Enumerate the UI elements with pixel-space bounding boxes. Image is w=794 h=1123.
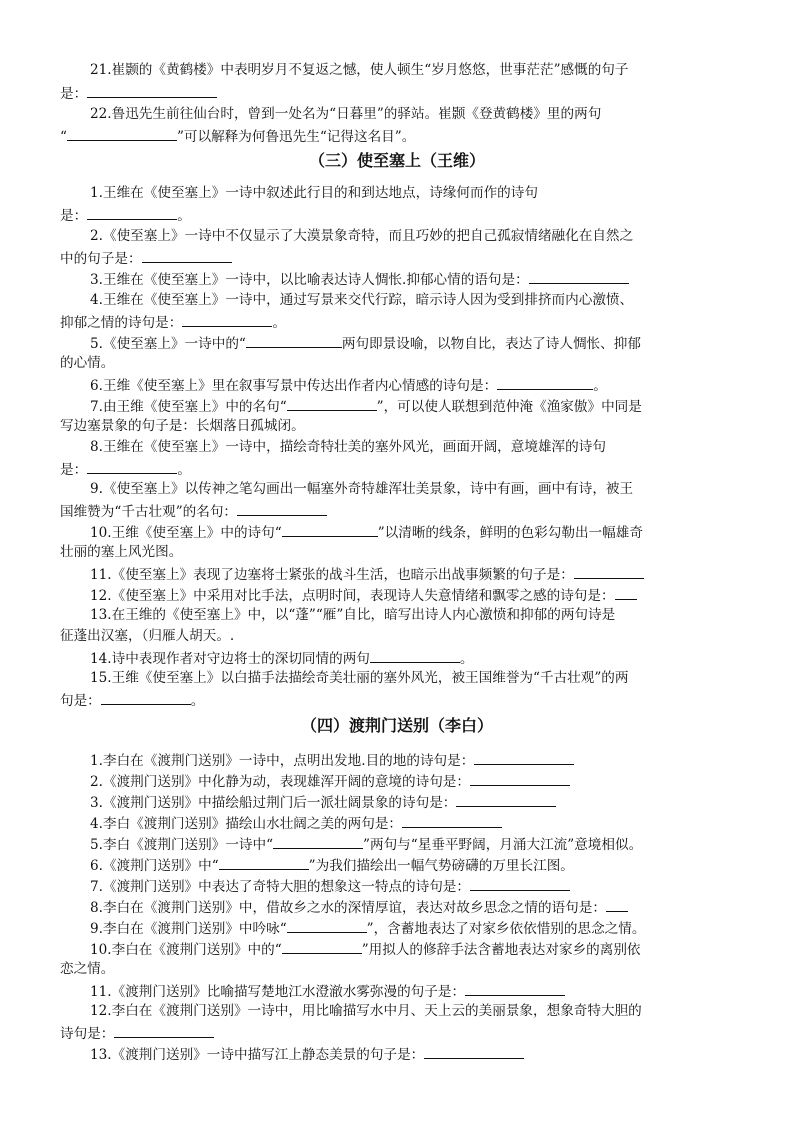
answer-blank[interactable]	[282, 939, 362, 954]
answer-blank[interactable]	[474, 750, 574, 765]
s3-question-10: 10.王维《使至塞上》中的诗句“ ”以清晰的线条，鲜明的色彩勾勒出一幅雄奇	[90, 522, 736, 543]
s3-question-13: 13.在王维的《使至塞上》中，以“蓬”“雁”自比，暗写出诗人内心激愤和抑郁的两句诗是	[90, 607, 616, 623]
s4-question-9: 9.李白在《渡荆门送别》中吟咏“ ”，含蓄地表达了对家乡依依惜别的思念之情。	[90, 918, 736, 939]
s4-question-13: 13.《渡荆门送别》一诗中描写江上静态美景的句子是：	[90, 1044, 736, 1065]
s3-question-1: 1.王维在《使至塞上》一诗中叙述此行目的和到达地点，诗缘何而作的诗句	[90, 185, 538, 201]
s4-question-12-answer: 诗句是：	[60, 1023, 736, 1044]
s3-question-12: 12.《使至塞上》中采用对比手法，点明时间，表现诗人失意情绪和飘零之感的诗句是：	[90, 585, 736, 606]
question-21-answer: 是：	[60, 83, 736, 104]
answer-blank[interactable]	[497, 375, 593, 390]
s3-question-3: 3.王维在《使至塞上》一诗中，以比喻表达诗人惆怅.抑郁心情的语句是：	[90, 269, 736, 290]
s3-question-6: 6.王维《使至塞上》里在叙事写景中传达出作者内心情感的诗句是： 。	[90, 375, 736, 396]
section-3-heading: （三）使至塞上（王维）	[308, 151, 485, 170]
answer-blank[interactable]	[67, 126, 177, 141]
s3-question-8: 8.王维在《使至塞上》一诗中，描绘奇特壮美的塞外风光，画面开阔，意境雄浑的诗句	[90, 439, 606, 455]
s3-question-13-cont: 征蓬出汉塞，（归雁人胡天。.	[60, 628, 235, 644]
answer-blank[interactable]	[615, 585, 637, 600]
s3-question-11: 11.《使至塞上》表现了边塞将士紧张的战斗生活，也暗示出战事频繁的句子是：	[90, 564, 736, 585]
answer-blank[interactable]	[424, 1044, 524, 1059]
question-22: 22.鲁迅先生前往仙台时，曾到一处名为“日暮里”的驿站。崔颢《登黄鹤楼》里的两句	[90, 106, 602, 122]
s4-question-7: 7.《渡荆门送别》中表达了奇特大胆的想象这一特点的诗句是：	[90, 876, 736, 897]
answer-blank[interactable]	[470, 876, 570, 891]
s3-question-7: 7.由王维《使至塞上》中的名句“ ”，可以使人联想到范仲淹《渔家傲》中同是	[90, 396, 736, 417]
s3-question-7-cont: 写边塞景象的句子是：长烟落日孤城闭。	[60, 418, 305, 434]
s3-question-5: 5.《使至塞上》一诗中的“ 两句即景设喻，以物自比，表达了诗人惆怅、抑郁	[90, 333, 736, 354]
s4-question-8: 8.李白在《渡荆门送别》中，借故乡之水的深情厚谊，表达对故乡思念之情的语句是：	[90, 897, 736, 918]
answer-blank[interactable]	[219, 855, 309, 870]
s4-question-10: 10.李白在《渡荆门送别》中的“ ”用拟人的修辞手法含蓄地表达对家乡的离别依	[90, 939, 736, 960]
s3-question-1-answer: 是： 。	[60, 205, 736, 226]
s3-question-15-answer: 句是： 。	[60, 690, 736, 711]
answer-blank[interactable]	[574, 564, 644, 579]
s4-question-1: 1.李白在《渡荆门送别》一诗中，点明出发地.目的地的诗句是：	[90, 750, 736, 771]
s4-question-11: 11.《渡荆门送别》比喻描写楚地江水澄澈水雾弥漫的句子是：	[90, 981, 736, 1002]
answer-blank[interactable]	[282, 522, 378, 537]
answer-blank[interactable]	[87, 459, 177, 474]
answer-blank[interactable]	[370, 648, 460, 663]
answer-blank[interactable]	[529, 269, 629, 284]
answer-blank[interactable]	[287, 918, 367, 933]
s3-question-9: 9.《使至塞上》以传神之笔勾画出一幅塞外奇特雄浑壮美景象，诗中有画，画中有诗，被王	[90, 481, 634, 497]
question-21: 21.崔颢的《黄鹤楼》中表明岁月不复返之憾，使人顿生“岁月悠悠，世事茫茫”感慨的句子	[90, 62, 629, 78]
section-4-heading: （四）渡荆门送别（李白）	[300, 716, 493, 735]
s4-question-2: 2.《渡荆门送别》中化静为动，表现雄浑开阔的意境的诗句是：	[90, 771, 736, 792]
answer-blank[interactable]	[402, 813, 502, 828]
answer-blank[interactable]	[246, 333, 342, 348]
s3-question-15: 15.王维《使至塞上》以白描手法描绘奇美壮丽的塞外风光，被王国维誉为“千古壮观”的两	[90, 670, 629, 686]
answer-blank[interactable]	[87, 205, 177, 220]
s3-question-9-answer: 国维赞为“千古壮观”的名句：	[60, 501, 736, 522]
answer-blank[interactable]	[182, 312, 272, 327]
answer-blank[interactable]	[606, 897, 628, 912]
question-22-cont: “ ”可以解释为何鲁迅先生“记得这名目”。	[60, 126, 736, 147]
s3-question-10-cont: 壮丽的塞上风光图。	[60, 544, 183, 560]
answer-blank[interactable]	[237, 501, 327, 516]
answer-blank[interactable]	[273, 834, 363, 849]
answer-blank[interactable]	[101, 690, 191, 705]
s4-question-10-cont: 恋之情。	[60, 961, 115, 977]
s4-question-4: 4.李白《渡荆门送别》描绘山水壮阔之美的两句是：	[90, 813, 736, 834]
s3-question-2-answer: 中的句子是：	[60, 248, 736, 269]
s3-question-14: 14.诗中表现作者对守边将士的深切同情的两句 。	[90, 648, 736, 669]
s4-question-12: 12.李白在《渡荆门送别》一诗中，用比喻描写水中月、天上云的美丽景象，想象奇特大胆的	[90, 1003, 642, 1019]
answer-blank[interactable]	[287, 396, 377, 411]
s3-question-4-answer: 抑郁之情的诗句是： 。	[60, 312, 736, 333]
answer-blank[interactable]	[87, 83, 217, 98]
s3-question-2: 2.《使至塞上》一诗中不仅显示了大漠景象奇特，而且巧妙的把自己孤寂情绪融化在自然之	[90, 228, 634, 244]
answer-blank[interactable]	[470, 771, 570, 786]
answer-blank[interactable]	[465, 981, 565, 996]
s4-question-5: 5.李白《渡荆门送别》一诗中“ ”两句与“星垂平野阔，月涌大江流”意境相似。	[90, 834, 736, 855]
answer-blank[interactable]	[114, 1023, 214, 1038]
answer-blank[interactable]	[456, 792, 556, 807]
s3-question-8-answer: 是： 。	[60, 459, 736, 480]
s3-question-4: 4.王维在《使至塞上》一诗中，通过写景来交代行踪，暗示诗人因为受到排挤而内心激愤、	[90, 292, 634, 308]
s3-question-5-cont: 的心情。	[60, 355, 115, 371]
answer-blank[interactable]	[142, 248, 232, 263]
s4-question-6: 6.《渡荆门送别》中“ ”为我们描绘出一幅气势磅礴的万里长江图。	[90, 855, 736, 876]
s4-question-3: 3.《渡荆门送别》中描绘船过荆门后一派壮阔景象的诗句是：	[90, 792, 736, 813]
